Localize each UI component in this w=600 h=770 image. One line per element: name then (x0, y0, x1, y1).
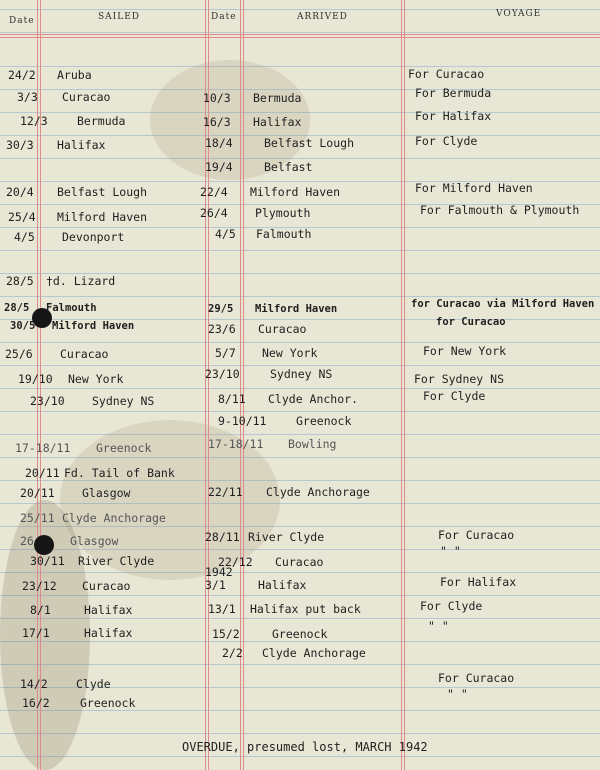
margin-rule-7 (401, 0, 402, 770)
arrived-place: Plymouth (255, 206, 311, 220)
arrived-place: Bermuda (253, 91, 302, 105)
arrived-place: Clyde Anchor. (268, 392, 359, 406)
header-date-sailed: Date (9, 16, 35, 26)
arrived-date: 23/6 (208, 322, 236, 336)
voyage-note: For Clyde (423, 389, 486, 403)
sailed-place: Bermuda (77, 114, 126, 128)
sailed-date: 28/5 (4, 302, 30, 314)
arrived-date: 10/3 (203, 91, 231, 105)
voyage-note: For Curacao (438, 528, 515, 542)
header-date-arrived: Date (211, 12, 237, 22)
voyage-note: For Clyde (420, 599, 483, 613)
sailed-place: Clyde Anchorage (62, 511, 166, 525)
sailed-date: 23/12 (22, 579, 57, 593)
sailed-place: River Clyde (78, 554, 155, 568)
sailed-place: Glasgow (82, 486, 131, 500)
sailed-date: 8/1 (30, 603, 51, 617)
header-voyage: VOYAGE (496, 9, 542, 19)
sailed-date: 4/5 (14, 230, 35, 244)
arrived-place: Curacao (258, 322, 307, 336)
sailed-date: 20/4 (6, 185, 34, 199)
sailed-place: Clyde (76, 677, 111, 691)
sailed-date: 24/2 (8, 68, 36, 82)
sailed-date: 16/2 (22, 696, 50, 710)
arrived-date: 15/2 (212, 627, 240, 641)
voyage-note: For Curacao (438, 671, 515, 685)
sailed-place: Falmouth (46, 302, 97, 314)
sailed-date: 17-18/11 (15, 441, 71, 455)
arrived-place: New York (262, 346, 318, 360)
sailed-place: Curacao (60, 347, 109, 361)
voyage-note: for Curacao (436, 316, 506, 328)
sailed-place: Fd. Tail of Bank (64, 466, 175, 480)
margin-rule-8 (404, 0, 405, 770)
arrived-place: Falmouth (256, 227, 312, 241)
header-sailed: SAILED (98, 12, 140, 22)
sailed-date: 30/5 (10, 320, 36, 332)
sailed-place: Belfast Lough (57, 185, 148, 199)
arrived-date: 29/5 (208, 303, 234, 315)
arrived-place: Belfast Lough (264, 136, 355, 150)
arrived-place: Belfast (264, 160, 313, 174)
arrived-date: 22/11 (208, 485, 243, 499)
voyage-note: For Bermuda (415, 86, 492, 100)
arrived-date: 4/5 (215, 227, 236, 241)
arrived-date: 5/7 (215, 346, 236, 360)
voyage-ditto: " " (447, 687, 468, 701)
punch-hole-bottom (34, 535, 54, 555)
header-rule-top (0, 34, 600, 35)
sailed-date: 3/3 (17, 90, 38, 104)
arrived-place: Milford Haven (255, 303, 338, 315)
header-rule-bottom (0, 37, 600, 38)
header-arrived: ARRIVED (297, 12, 348, 22)
sailed-date: 30/3 (6, 138, 34, 152)
arrived-place: Greenock (296, 414, 352, 428)
sailed-place: Greenock (96, 441, 152, 455)
arrived-date: 3/1 (205, 578, 226, 592)
voyage-note: For Clyde (415, 134, 478, 148)
voyage-note: For Milford Haven (415, 181, 533, 195)
arrived-date: 8/11 (218, 392, 246, 406)
arrived-date: 2/2 (222, 646, 243, 660)
arrived-place: Halifax (253, 115, 302, 129)
voyage-note: For Halifax (415, 109, 492, 123)
voyage-ditto: " " (440, 544, 461, 558)
voyage-ditto: " " (428, 619, 449, 633)
arrived-place: Sydney NS (270, 367, 333, 381)
arrived-date: 22/12 (218, 555, 253, 569)
overdue-note: OVERDUE, presumed lost, MARCH 1942 (182, 740, 428, 754)
arrived-place: Clyde Anchorage (266, 485, 370, 499)
sailed-place: Milford Haven (57, 210, 148, 224)
arrived-date: 18/4 (205, 136, 233, 150)
arrived-place: Clyde Anchorage (262, 646, 366, 660)
sailed-place: †d. Lizard (46, 274, 116, 288)
arrived-date: 26/4 (200, 206, 228, 220)
sailed-place: New York (68, 372, 124, 386)
sailed-date: 30/11 (30, 554, 65, 568)
arrived-date: 13/1 (208, 602, 236, 616)
sailed-place: Halifax (84, 626, 133, 640)
sailed-date: 20/11 (25, 466, 60, 480)
sailed-place: Milford Haven (52, 320, 135, 332)
sailed-date: 17/1 (22, 626, 50, 640)
arrived-place: Bowling (288, 437, 337, 451)
voyage-note: for Curacao via Milford Haven (411, 298, 595, 310)
arrived-place: Greenock (272, 627, 328, 641)
sailed-place: Halifax (57, 138, 106, 152)
arrived-place: Curacao (275, 555, 324, 569)
sailed-date: 20/11 (20, 486, 55, 500)
sailed-date: 23/10 (30, 394, 65, 408)
sailed-place: Halifax (84, 603, 133, 617)
sailed-place: Devonport (62, 230, 125, 244)
arrived-date: 1942 (205, 565, 233, 579)
sailed-place: Glasgow (70, 534, 119, 548)
voyage-note: For New York (423, 344, 507, 358)
voyage-note: For Curacao (408, 67, 485, 81)
arrived-place: Halifax put back (250, 602, 361, 616)
sailed-place: Aruba (57, 68, 92, 82)
sailed-date: 14/2 (20, 677, 48, 691)
margin-rule-6 (243, 0, 244, 770)
arrived-date: 19/4 (205, 160, 233, 174)
sailed-place: Greenock (80, 696, 136, 710)
sailed-place: Curacao (62, 90, 111, 104)
arrived-date: 22/4 (200, 185, 228, 199)
sailed-date: 25/11 (20, 511, 55, 525)
sailed-date: 19/10 (18, 372, 53, 386)
arrived-place: Halifax (258, 578, 307, 592)
arrived-date: 17-18/11 (208, 437, 264, 451)
arrived-date: 23/10 (205, 367, 240, 381)
sailed-date: 25/6 (5, 347, 33, 361)
arrived-date: 9-10/11 (218, 414, 267, 428)
arrived-date: 16/3 (203, 115, 231, 129)
arrived-place: River Clyde (248, 530, 325, 544)
voyage-note: For Halifax (440, 575, 517, 589)
arrived-place: Milford Haven (250, 185, 341, 199)
sailed-place: Sydney NS (92, 394, 155, 408)
voyage-note: For Falmouth & Plymouth (420, 203, 580, 217)
sailed-date: 28/5 (6, 274, 34, 288)
arrived-date: 28/11 (205, 530, 240, 544)
sailed-date: 25/4 (8, 210, 36, 224)
sailed-date: 12/3 (20, 114, 48, 128)
sailed-place: Curacao (82, 579, 131, 593)
sailed-date: 26 (20, 534, 34, 548)
voyage-note: For Sydney NS (414, 372, 505, 386)
